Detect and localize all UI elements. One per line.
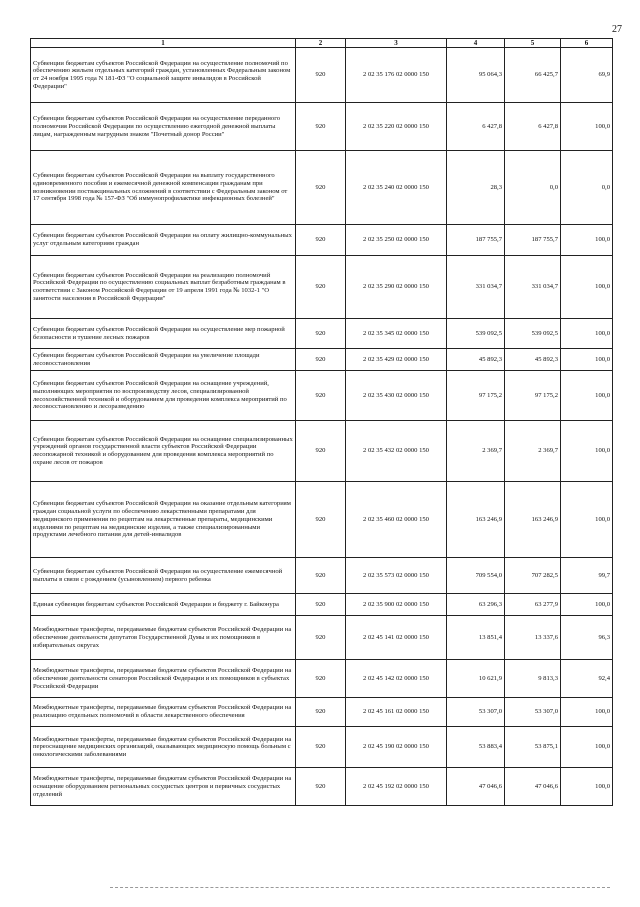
header-col-5: 5 <box>505 39 561 48</box>
row-budget-code-cell: 2 02 35 250 02 0000 150 <box>346 225 447 256</box>
row-plan-cell: 187 755,7 <box>447 225 505 256</box>
row-fact-cell: 2 369,7 <box>505 421 561 482</box>
table-row <box>31 558 613 594</box>
row-fact-cell: 97 175,2 <box>505 371 561 421</box>
row-name-cell: Субвенции бюджетам субъектов Российской Федерации на оплату жилищно-коммунальных услуг отдельным категориям граждан <box>31 225 296 256</box>
header-row <box>31 39 613 48</box>
row-name-cell: Субвенции бюджетам субъектов Российской Федерации на осуществление полномочий по обеспечению жильем отдельных категорий граждан, установленных Федеральным законом от 24 ноября 1995 года N 181-ФЗ "О социальной защите инвалидов в Российской Федерации" <box>31 48 296 103</box>
row-fact-cell: 0,0 <box>505 151 561 225</box>
row-name-cell: Субвенции бюджетам субъектов Российской Федерации на осуществление ежемесячной выплаты в связи с рождением (усыновлением) первого ребенка <box>31 558 296 594</box>
row-plan-cell: 53 883,4 <box>447 727 505 768</box>
row-fact-cell: 66 425,7 <box>505 48 561 103</box>
row-percent-cell: 100,0 <box>561 698 613 727</box>
table-row <box>31 103 613 151</box>
row-budget-code-cell: 2 02 35 460 02 0000 150 <box>346 482 447 558</box>
row-budget-code-cell: 2 02 35 430 02 0000 150 <box>346 371 447 421</box>
table-body <box>31 48 613 806</box>
row-budget-code-cell: 2 02 35 240 02 0000 150 <box>346 151 447 225</box>
row-fact-cell: 63 277,9 <box>505 594 561 616</box>
row-budget-code-cell: 2 02 35 573 02 0000 150 <box>346 558 447 594</box>
row-budget-code-cell: 2 02 45 142 02 0000 150 <box>346 660 447 698</box>
row-budget-code-cell: 2 02 45 192 02 0000 150 <box>346 768 447 806</box>
row-percent-cell: 100,0 <box>561 594 613 616</box>
header-col-3: 3 <box>346 39 447 48</box>
row-admin-code-cell: 920 <box>296 421 346 482</box>
header-col-1: 1 <box>31 39 296 48</box>
row-plan-cell: 45 892,3 <box>447 349 505 371</box>
header-col-4: 4 <box>447 39 505 48</box>
row-admin-code-cell: 920 <box>296 660 346 698</box>
table-row <box>31 256 613 319</box>
row-admin-code-cell: 920 <box>296 319 346 349</box>
table-row <box>31 594 613 616</box>
row-budget-code-cell: 2 02 35 176 02 0000 150 <box>346 48 447 103</box>
row-budget-code-cell: 2 02 35 290 02 0000 150 <box>346 256 447 319</box>
row-percent-cell: 100,0 <box>561 256 613 319</box>
row-fact-cell: 6 427,8 <box>505 103 561 151</box>
table-row <box>31 482 613 558</box>
row-budget-code-cell: 2 02 35 432 02 0000 150 <box>346 421 447 482</box>
row-name-cell: Субвенции бюджетам субъектов Российской Федерации на увеличение площади лесовосстановления <box>31 349 296 371</box>
row-fact-cell: 331 034,7 <box>505 256 561 319</box>
row-fact-cell: 53 307,0 <box>505 698 561 727</box>
row-plan-cell: 6 427,8 <box>447 103 505 151</box>
row-fact-cell: 45 892,3 <box>505 349 561 371</box>
row-name-cell: Субвенции бюджетам субъектов Российской Федерации на выплату государственного единовременного пособия и ежемесячной денежной компенсации гражданам при возникновении поствакцинальных осложнений в соответствии с Федеральным законом от 17 сентября 1998 года № 157-ФЗ "Об иммунопрофилактике инфекционных болезней" <box>31 151 296 225</box>
row-plan-cell: 331 034,7 <box>447 256 505 319</box>
row-plan-cell: 95 064,3 <box>447 48 505 103</box>
row-plan-cell: 28,3 <box>447 151 505 225</box>
row-budget-code-cell: 2 02 35 220 02 0000 150 <box>346 103 447 151</box>
row-percent-cell: 100,0 <box>561 482 613 558</box>
row-budget-code-cell: 2 02 45 190 02 0000 150 <box>346 727 447 768</box>
row-name-cell: Межбюджетные трансферты, передаваемые бюджетам субъектов Российской Федерации на оснащение оборудованием региональных сосудистых центров и первичных сосудистых отделений <box>31 768 296 806</box>
row-fact-cell: 163 246,9 <box>505 482 561 558</box>
row-plan-cell: 13 851,4 <box>447 616 505 660</box>
row-admin-code-cell: 920 <box>296 558 346 594</box>
row-name-cell: Субвенции бюджетам субъектов Российской Федерации на оснащение специализированных учреждений органов государственной власти субъектов Российской Федерации лесопожарной техникой и оборудованием для проведения комплекса мероприятий по охране лесов от пожаров <box>31 421 296 482</box>
header-col-2: 2 <box>296 39 346 48</box>
row-admin-code-cell: 920 <box>296 727 346 768</box>
budget-table <box>30 38 613 806</box>
row-name-cell: Субвенции бюджетам субъектов Российской Федерации на осуществление переданного полномочия Российской Федерации по осуществлению ежегодной денежной выплаты лицам, награжденным нагрудным знаком "Почетный донор России" <box>31 103 296 151</box>
table-row <box>31 727 613 768</box>
table-row <box>31 421 613 482</box>
row-fact-cell: 53 875,1 <box>505 727 561 768</box>
row-admin-code-cell: 920 <box>296 256 346 319</box>
row-admin-code-cell: 920 <box>296 48 346 103</box>
row-percent-cell: 99,7 <box>561 558 613 594</box>
row-budget-code-cell: 2 02 35 345 02 0000 150 <box>346 319 447 349</box>
row-admin-code-cell: 920 <box>296 698 346 727</box>
row-name-cell: Межбюджетные трансферты, передаваемые бюджетам субъектов Российской Федерации на обеспечение деятельности сенаторов Российской Федерации и их помощников в субъектах Российской Федерации <box>31 660 296 698</box>
table-row <box>31 349 613 371</box>
row-percent-cell: 100,0 <box>561 371 613 421</box>
row-admin-code-cell: 920 <box>296 151 346 225</box>
footer-divider <box>110 887 610 888</box>
row-budget-code-cell: 2 02 35 900 02 0000 150 <box>346 594 447 616</box>
table-row <box>31 371 613 421</box>
row-percent-cell: 100,0 <box>561 103 613 151</box>
row-plan-cell: 709 554,0 <box>447 558 505 594</box>
row-fact-cell: 47 046,6 <box>505 768 561 806</box>
row-budget-code-cell: 2 02 35 429 02 0000 150 <box>346 349 447 371</box>
row-admin-code-cell: 920 <box>296 482 346 558</box>
row-plan-cell: 539 092,5 <box>447 319 505 349</box>
row-plan-cell: 53 307,0 <box>447 698 505 727</box>
row-name-cell: Межбюджетные трансферты, передаваемые бюджетам субъектов Российской Федерации на обеспечение деятельности депутатов Государственной Думы и их помощников в избирательных округах <box>31 616 296 660</box>
row-name-cell: Межбюджетные трансферты, передаваемые бюджетам субъектов Российской Федерации на переоснащение медицинских организаций, оказывающих медицинскую помощь больным с онкологическими заболеваниями <box>31 727 296 768</box>
row-plan-cell: 97 175,2 <box>447 371 505 421</box>
row-fact-cell: 13 337,6 <box>505 616 561 660</box>
row-plan-cell: 10 621,9 <box>447 660 505 698</box>
row-percent-cell: 69,9 <box>561 48 613 103</box>
table-row <box>31 616 613 660</box>
row-percent-cell: 100,0 <box>561 225 613 256</box>
row-percent-cell: 100,0 <box>561 319 613 349</box>
table-row <box>31 768 613 806</box>
row-percent-cell: 100,0 <box>561 421 613 482</box>
row-percent-cell: 100,0 <box>561 768 613 806</box>
header-col-6: 6 <box>561 39 613 48</box>
row-plan-cell: 63 296,3 <box>447 594 505 616</box>
row-name-cell: Субвенции бюджетам субъектов Российской Федерации на оказание отдельным категориям граждан социальной услуги по обеспечению лекарственными препаратами для медицинского применения по рецептам на лекарственные препараты, медицинскими изделиями по рецептам на медицинские изделия, а также специализированными продуктами лечебного питания для детей-инвалидов <box>31 482 296 558</box>
table-row <box>31 225 613 256</box>
row-percent-cell: 0,0 <box>561 151 613 225</box>
table-header <box>31 39 613 48</box>
row-plan-cell: 163 246,9 <box>447 482 505 558</box>
row-admin-code-cell: 920 <box>296 768 346 806</box>
row-name-cell: Межбюджетные трансферты, передаваемые бюджетам субъектов Российской Федерации на реализацию отдельных полномочий в области лекарственного обеспечения <box>31 698 296 727</box>
row-admin-code-cell: 920 <box>296 594 346 616</box>
table-row <box>31 48 613 103</box>
row-name-cell: Субвенции бюджетам субъектов Российской Федерации на осуществление мер пожарной безопасности и тушение лесных пожаров <box>31 319 296 349</box>
row-admin-code-cell: 920 <box>296 349 346 371</box>
table-row <box>31 151 613 225</box>
table-row <box>31 319 613 349</box>
row-fact-cell: 187 755,7 <box>505 225 561 256</box>
row-admin-code-cell: 920 <box>296 616 346 660</box>
row-plan-cell: 2 369,7 <box>447 421 505 482</box>
row-name-cell: Единая субвенция бюджетам субъектов Российской Федерации и бюджету г. Байконура <box>31 594 296 616</box>
row-fact-cell: 707 282,5 <box>505 558 561 594</box>
row-budget-code-cell: 2 02 45 141 02 0000 150 <box>346 616 447 660</box>
row-admin-code-cell: 920 <box>296 371 346 421</box>
row-budget-code-cell: 2 02 45 161 02 0000 150 <box>346 698 447 727</box>
row-admin-code-cell: 920 <box>296 103 346 151</box>
row-fact-cell: 539 092,5 <box>505 319 561 349</box>
row-percent-cell: 96,3 <box>561 616 613 660</box>
table-row <box>31 660 613 698</box>
row-percent-cell: 100,0 <box>561 349 613 371</box>
row-name-cell: Субвенции бюджетам субъектов Российской Федерации на оснащение учреждений, выполняющих мероприятия по воспроизводству лесов, специализированной лесохозяйственной техникой и оборудованием для проведения комплекса мероприятий по лесовосстановлению и лесоразведению <box>31 371 296 421</box>
table-row <box>31 698 613 727</box>
page-number: 27 <box>612 24 622 35</box>
row-percent-cell: 100,0 <box>561 727 613 768</box>
row-plan-cell: 47 046,6 <box>447 768 505 806</box>
row-name-cell: Субвенции бюджетам субъектов Российской Федерации на реализацию полномочий Российской Федерации по осуществлению социальных выплат безработным гражданам в соответствии с Законом Российской Федерации от 19 апреля 1991 года № 1032-1 "О занятости населения в Российской Федерации" <box>31 256 296 319</box>
row-percent-cell: 92,4 <box>561 660 613 698</box>
row-fact-cell: 9 813,3 <box>505 660 561 698</box>
row-admin-code-cell: 920 <box>296 225 346 256</box>
